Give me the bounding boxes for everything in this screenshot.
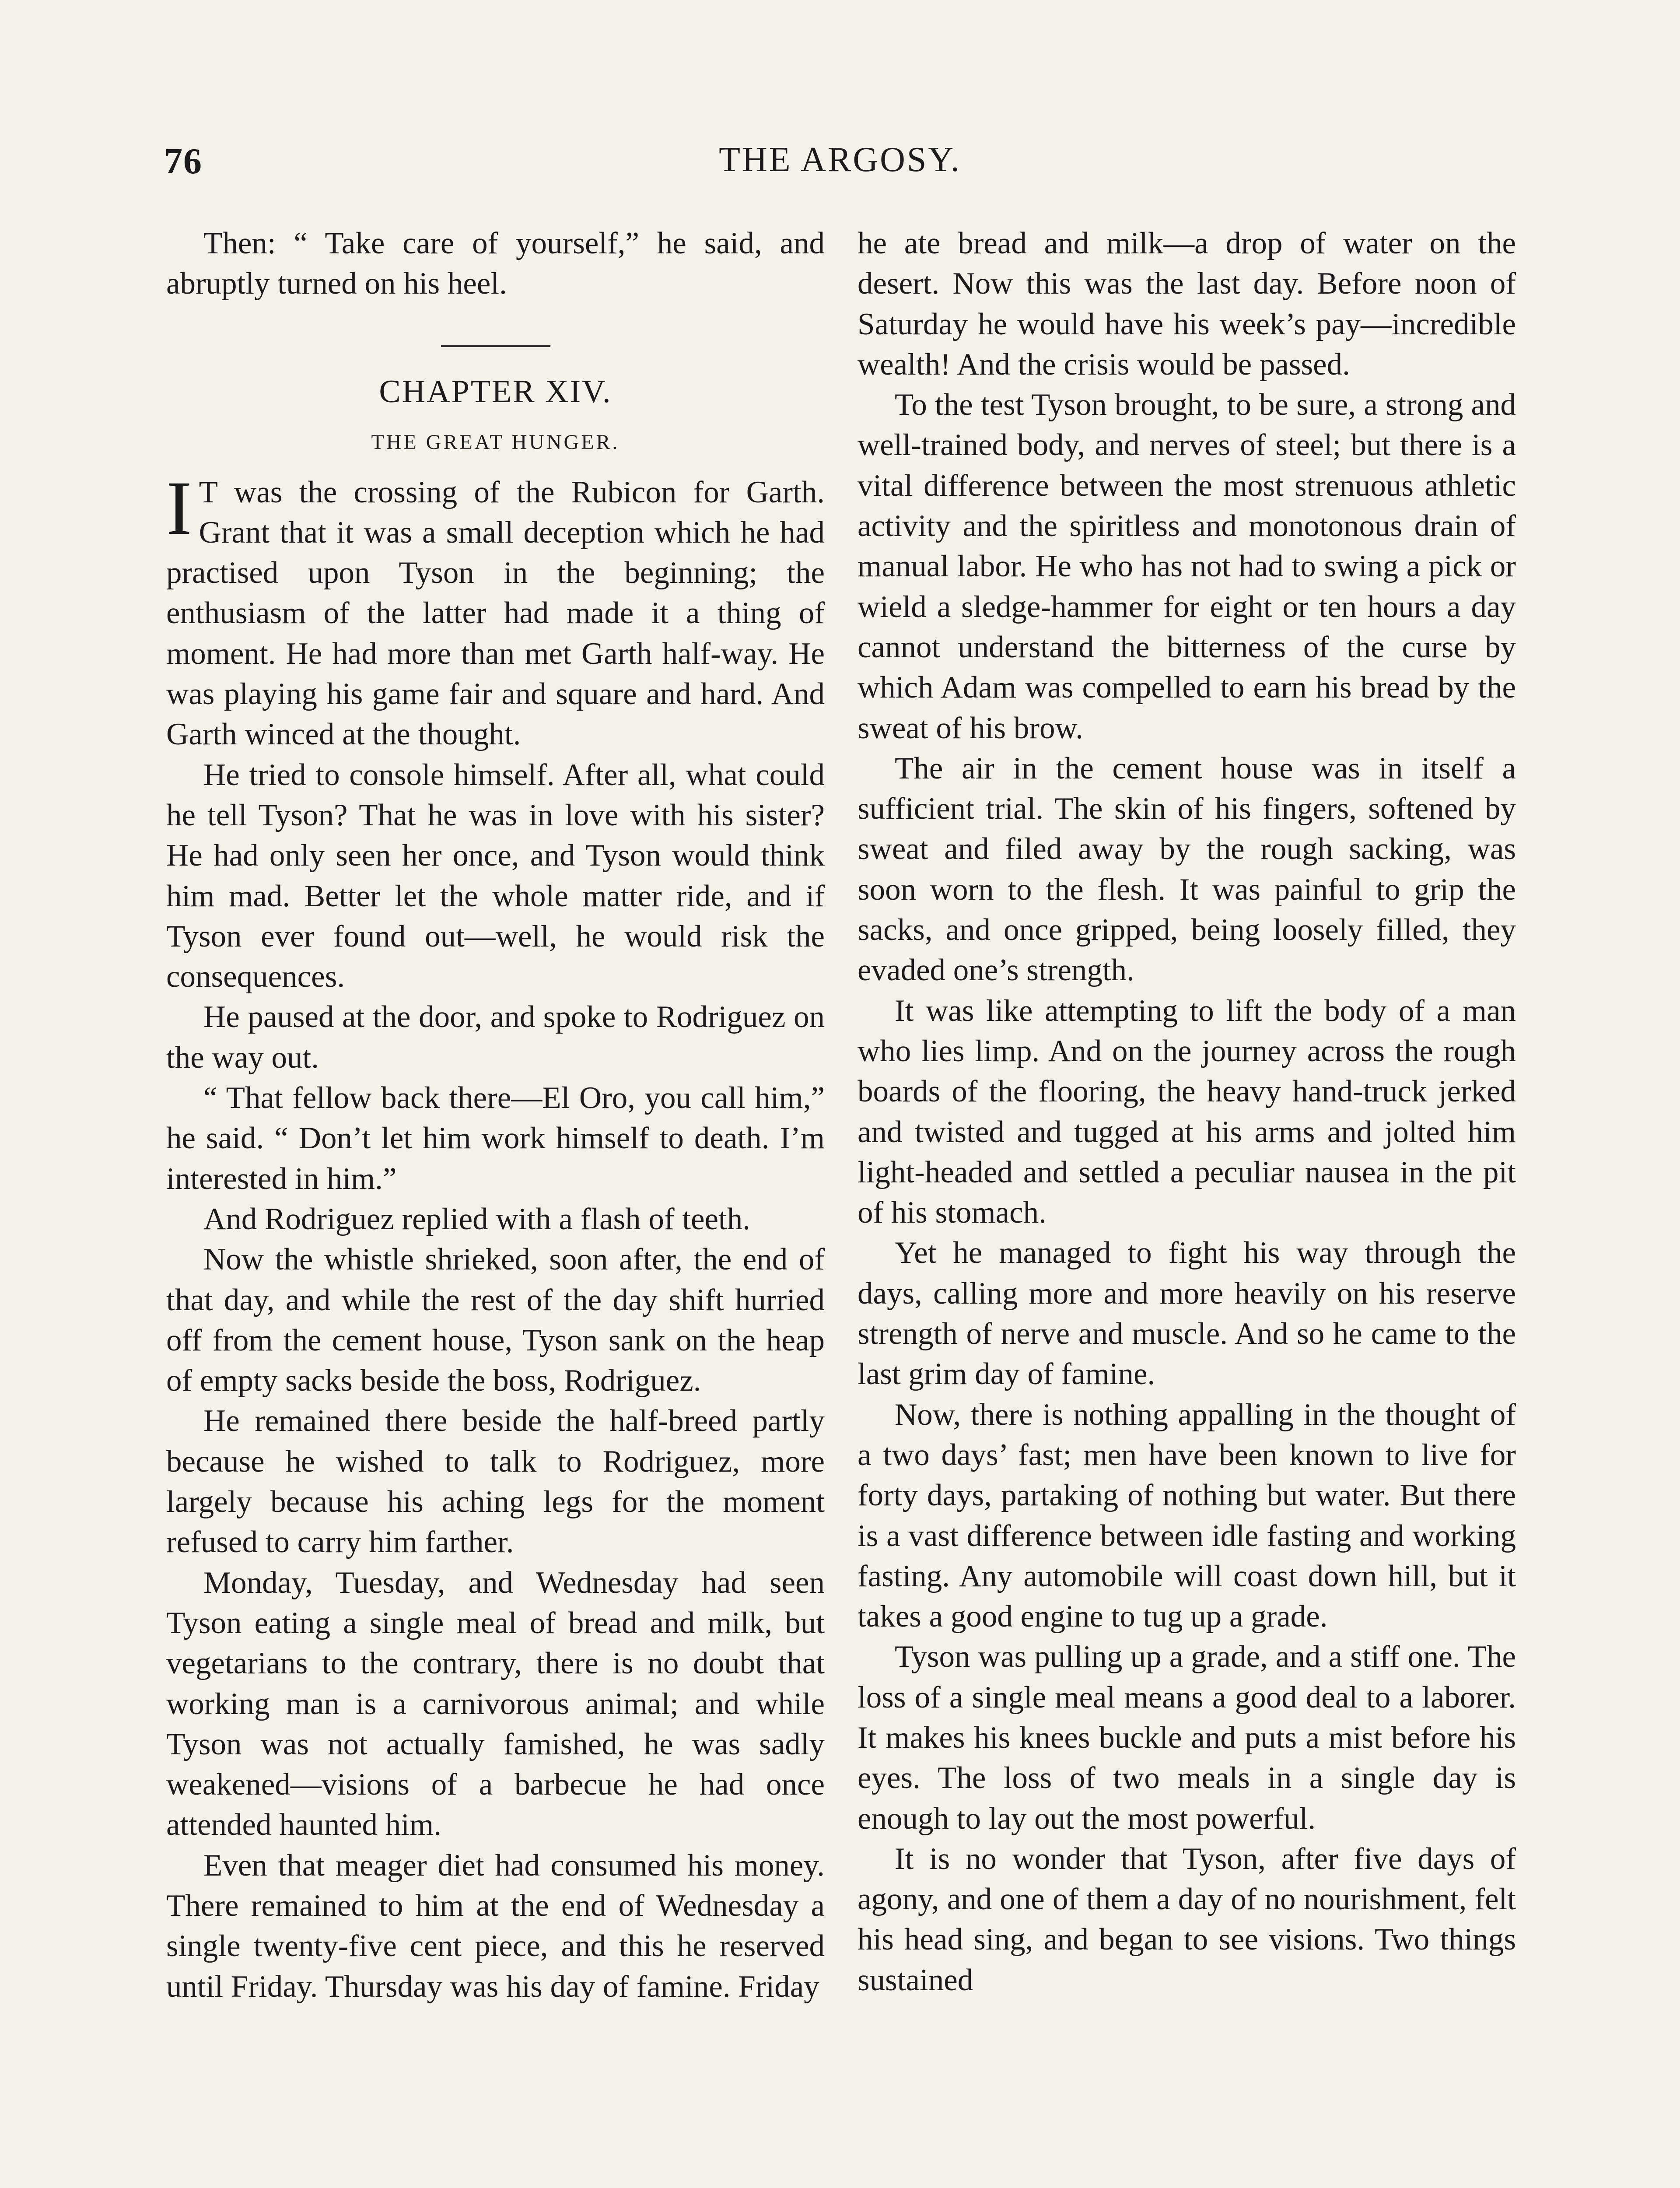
paragraph: It is no wonder that Tyson, after five days of agony, and one of them a day of no nourishment, felt his head sing, and began to see visions. Two things sustained xyxy=(858,1841,1516,1997)
paragraph: Yet he managed to fight his way through the days, calling more and more heavily on his reserve strength of nerve and muscle. And so he came to the last grim day of famine. xyxy=(858,1236,1516,1392)
section-rule xyxy=(441,345,550,347)
chapter-subtitle: THE GREAT HUNGER. xyxy=(371,430,620,454)
running-head: THE ARGOSY. xyxy=(719,140,961,179)
page-number: 76 xyxy=(164,141,203,182)
opening-paragraph: Then: “ Take care of yourself,” he said, and abruptly turned on his heel. xyxy=(166,226,825,301)
page-header xyxy=(164,140,1516,193)
right-column xyxy=(858,223,1516,2000)
paragraph: The air in the cement house was in itself a sufficient trial. The skin of his fingers, softened by sweat and filed away by the rough sacking, was soon worn to the flesh. It was painful to grip the sacks, and once gripped, being loosely filled, they evaded one’s strength. xyxy=(858,751,1516,988)
paragraph: Tyson was pulling up a grade, and a stiff one. The loss of a single meal means a good deal to a laborer. It makes his knees buckle and puts a mist before his eyes. The loss of two meals in a single day is enough to lay out the most powerful. xyxy=(858,1640,1516,1836)
left-column xyxy=(166,223,825,2007)
paragraph: It was like attempting to lift the body of a man who lies limp. And on the journey across the rough boards of the flooring, the heavy hand-truck jerked and twisted and tugged at his arms and jolted him light-headed and settled a peculiar nausea in the pit of his stomach. xyxy=(858,993,1516,1230)
paragraph: He remained there beside the half-breed partly because he wished to talk to Rodriguez, more largely because his aching legs for the moment refused to carry him farther. xyxy=(166,1404,825,1560)
paragraph-continued: he ate bread and milk—a drop of water on the desert. Now this was the last day. Before noon of Saturday he would have his week’s pay—incredible wealth! And the crisis would be passed. xyxy=(858,226,1516,382)
paragraph: Even that meager diet had consumed his money. There remained to him at the end of Wednesday a single twenty-five cent piece, and this he reserved until Friday. Thursday was his day of famine. Friday xyxy=(166,1848,825,2004)
first-paragraph-text: T was the crossing of the Rubicon for Garth. Grant that it was a small deception which he had practised upon Tyson in the beginning; the enthusiasm of the latter had made it a thing of moment. He had more than met Garth half-way. He was playing his game fair and square and hard. And Garth winced at the thought. xyxy=(166,475,825,752)
paragraph: Now the whistle shrieked, soon after, the end of that day, and while the rest of the day shift hurried off from the cement house, Tyson sank on the heap of empty sacks beside the boss, Rodriguez. xyxy=(166,1242,825,1398)
chapter-title: CHAPTER XIV. xyxy=(379,373,612,410)
paragraph: “ That fellow back there—El Oro, you call him,” he said. “ Don’t let him work himself to death. I’m interested in him.” xyxy=(166,1081,825,1196)
paragraph: To the test Tyson brought, to be sure, a strong and well-trained body, and nerves of steel; but there is a vital difference between the most strenuous athletic activity and the spiritless and monotonous drain of manual labor. He who has not had to swing a pick or wield a sledge-hammer for eight or ten hours a day cannot understand the bitterness of the curse by which Adam was compelled to earn his bread by the sweat of his brow. xyxy=(858,388,1516,745)
chapter-first-paragraph xyxy=(166,465,825,755)
paragraph: He tried to console himself. After all, what could he tell Tyson? That he was in love with his sister? He had only seen her once, and Tyson would think him mad. Better let the whole matter ride, and if Tyson ever found out—well, he would risk the consequences. xyxy=(166,757,825,994)
paragraph: Now, there is nothing appalling in the thought of a two days’ fast; men have been known to live for forty days, partaking of nothing but water. But there is a vast difference between idle fasting and working fasting. Any automobile will coast down hill, but it takes a good engine to tug up a grade. xyxy=(858,1397,1516,1634)
paragraph: And Rodriguez replied with a flash of teeth. xyxy=(203,1202,751,1236)
paragraph: He paused at the door, and spoke to Rodriguez on the way out. xyxy=(166,1000,825,1075)
drop-cap: I xyxy=(166,465,192,551)
paragraph: Monday, Tuesday, and Wednesday had seen Tyson eating a single meal of bread and milk, but vegetarians to the contrary, there is no doubt that working man is a carnivorous animal; and while Tyson was not actually famished, he was sadly weakened—visions of a barbecue he had once attended haunted him. xyxy=(166,1565,825,1842)
